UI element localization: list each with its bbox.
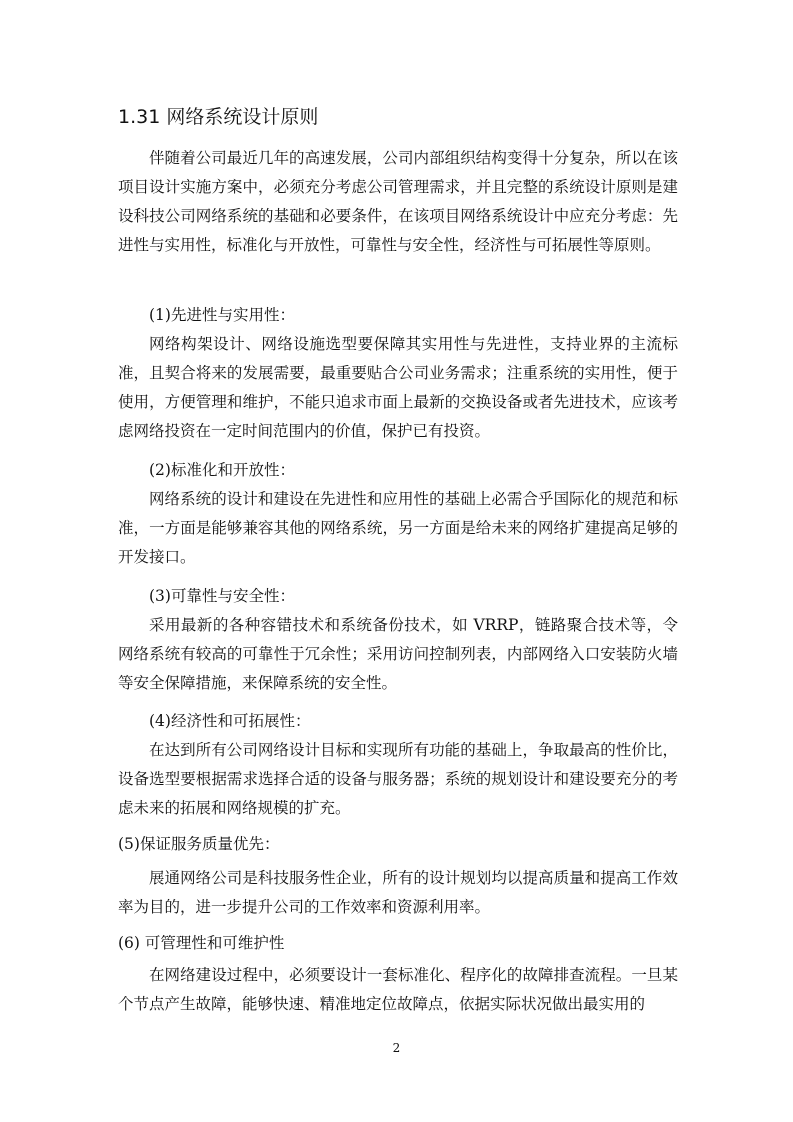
section-title-1: (1)先进性与实用性： [149, 306, 295, 324]
section-body-4: 在达到所有公司网络设计目标和实现所有功能的基础上，争取最高的性价比，设备选型要根据需求选择合适的设备与服务器；系统的规划设计和建设要充分的考虑未来的拓展和网络规模的扩充。 [118, 741, 678, 817]
section-body-3: 采用最新的各种容错技术和系统备份技术，如 VRRP，链路聚合技术等，令网络系统有较高的可靠性于冗余性；采用访问控制列表，内部网络入口安装防火墙等安全保障措施，来保障系统的安全性。 [118, 616, 678, 692]
section-title-6: (6) 可管理性和可维护性 [118, 934, 285, 952]
intro-paragraph: 伴随着公司最近几年的高速发展，公司内部组织结构变得十分复杂，所以在该项目设计实施方案中，必须充分考虑公司管理需求，并且完整的系统设计原则是建设科技公司网络系统的基础和必要条件，在该项目网络系统设计中应充分考虑：先进性与实用性，标准化与开放性，可靠性与安全性，经济性与可拓展性等原则。 [118, 149, 678, 254]
section-body-6: 在网络建设过程中，必须要设计一套标准化、程序化的故障排查流程。一旦某个节点产生故障，能够快速、精准地定位故障点，依据实际状况做出最实用的 [118, 966, 678, 1013]
section-title-5: (5)保证服务质量优先： [118, 835, 280, 853]
section-body-2: 网络系统的设计和建设在先进性和应用性的基础上必需合乎国际化的规范和标准，一方面是能够兼容其他的网络系统，另一方面是给未来的网络扩建提高足够的开发接口。 [118, 490, 678, 566]
section-heading: 1.31 网络系统设计原则 [118, 106, 319, 128]
section-title-2: (2)标准化和开放性： [149, 461, 295, 479]
page-number: 2 [392, 1041, 401, 1055]
section-title-3: (3)可靠性与安全性： [149, 587, 295, 605]
section-title-4: (4)经济性和可拓展性： [149, 712, 311, 730]
section-body-5: 展通网络公司是科技服务性企业，所有的设计规划均以提高质量和提高工作效率为目的，进一步提升公司的工作效率和资源利用率。 [118, 869, 678, 916]
section-body-1: 网络构架设计、网络设施选型要保障其实用性与先进性，支持业界的主流标准，且契合将来的发展需要，最重要贴合公司业务需求；注重系统的实用性，便于使用，方便管理和维护，不能只追求市面上最新的交换设备或者先进技术，应该考虑网络投资在一定时间范围内的价值，保护已有投资。 [118, 335, 678, 440]
